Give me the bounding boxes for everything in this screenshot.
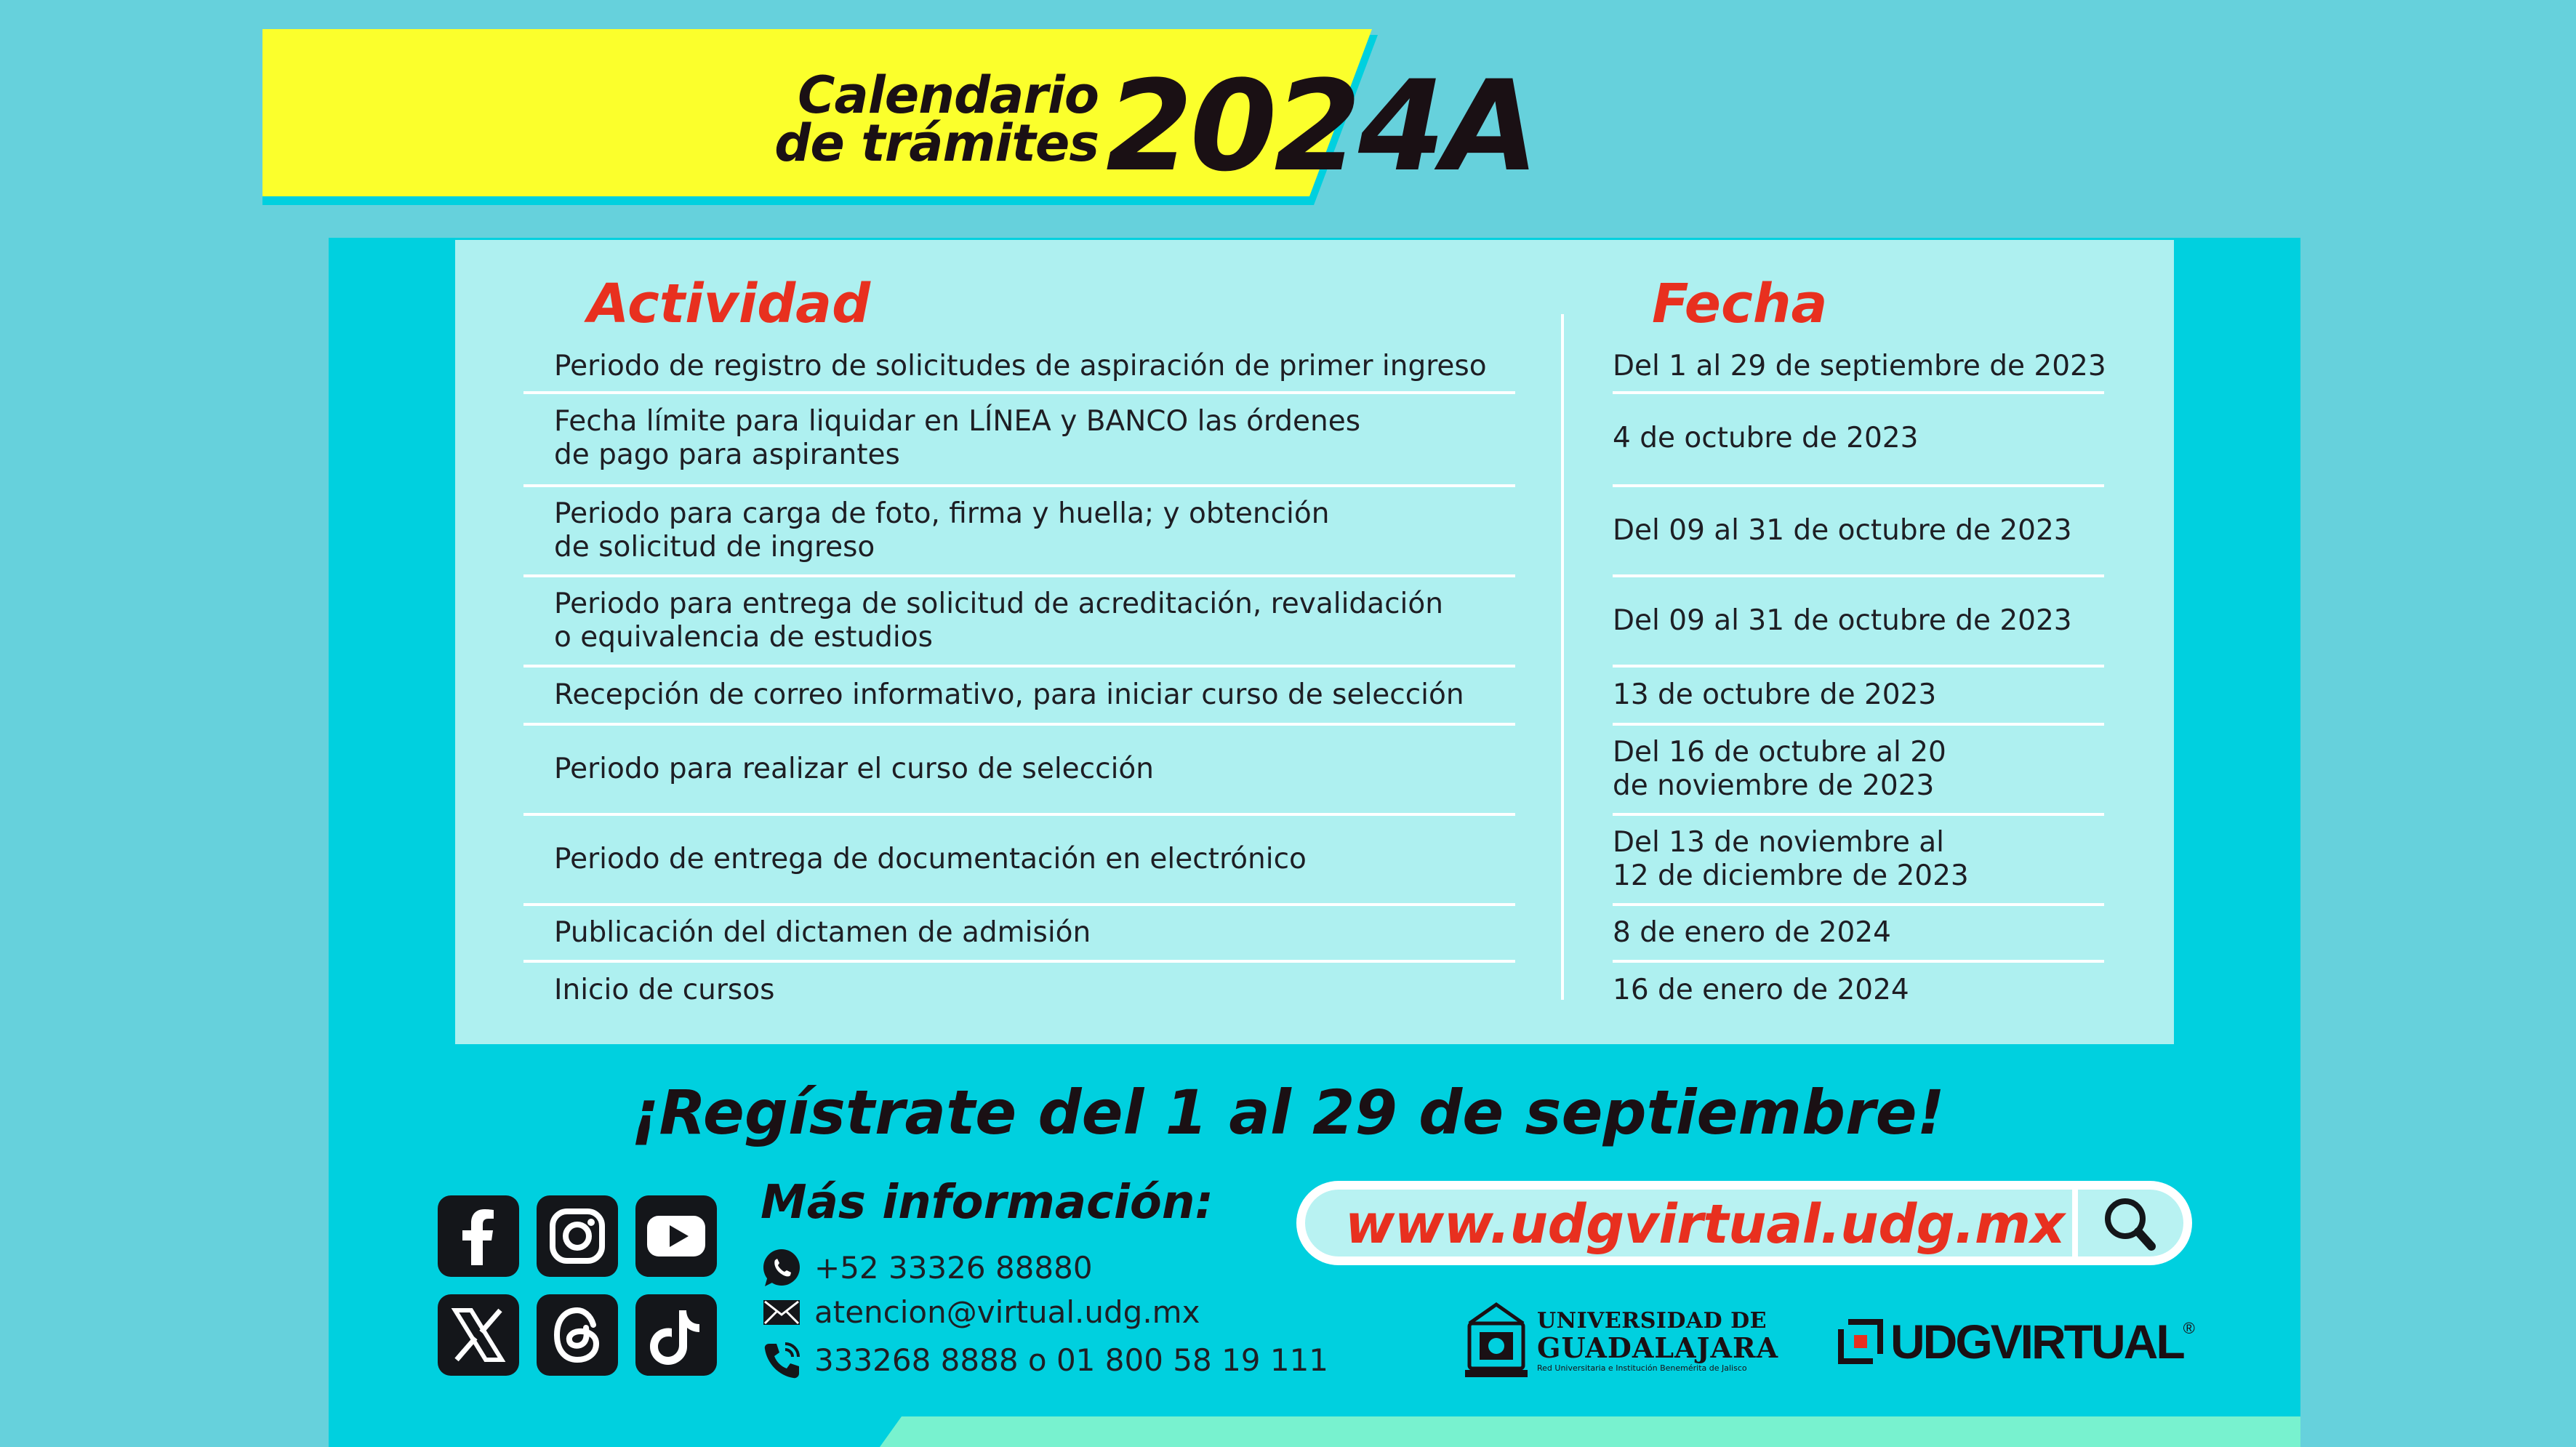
date-text-line2: de noviembre de 2023 bbox=[1613, 769, 1935, 802]
threads-icon[interactable] bbox=[537, 1294, 618, 1376]
activity-text: Inicio de cursos bbox=[554, 974, 775, 1006]
date-text: 4 de octubre de 2023 bbox=[1613, 422, 1919, 454]
date-cell bbox=[1613, 577, 2122, 665]
mail-icon bbox=[761, 1291, 803, 1334]
activity-cell bbox=[554, 393, 1514, 484]
banner-title-line2: de trámites bbox=[774, 113, 1099, 173]
activity-cell bbox=[554, 342, 1514, 391]
activity-text-line2: o equivalencia de estudios bbox=[554, 621, 933, 654]
activity-text: Periodo para realizar el curso de selección bbox=[554, 753, 1154, 785]
date-cell bbox=[1613, 963, 2122, 1018]
date-text: Del 13 de noviembre al bbox=[1613, 826, 1944, 859]
search-icon bbox=[2079, 1190, 2183, 1256]
youtube-icon[interactable] bbox=[635, 1195, 717, 1277]
column-header-activity: Actividad bbox=[587, 273, 871, 335]
activity-text: Recepción de correo informativo, para iniciar curso de selección bbox=[554, 678, 1464, 711]
panel-bottom-strip bbox=[880, 1416, 2300, 1447]
facebook-icon[interactable] bbox=[438, 1195, 519, 1277]
instagram-icon[interactable] bbox=[537, 1195, 618, 1277]
date-cell bbox=[1613, 393, 2122, 484]
email-address: atencion@virtual.udg.mx bbox=[814, 1294, 1200, 1330]
website-url[interactable]: www.udgvirtual.udg.mx bbox=[1345, 1193, 2065, 1256]
activity-cell bbox=[554, 906, 1514, 960]
date-text: Del 16 de octubre al 20 bbox=[1613, 736, 1946, 769]
search-separator bbox=[2072, 1190, 2078, 1256]
header-banner bbox=[262, 29, 1536, 205]
date-text: Del 09 al 31 de octubre de 2023 bbox=[1613, 604, 2072, 637]
phone-icon bbox=[761, 1339, 803, 1382]
activity-text: Periodo para carga de foto, firma y huella; y obtención bbox=[554, 497, 1330, 530]
banner-year: 2024A bbox=[1106, 53, 1536, 199]
activity-cell bbox=[554, 963, 1514, 1018]
date-text: 13 de octubre de 2023 bbox=[1613, 678, 1937, 711]
activity-text: Periodo de entrega de documentación en electrónico bbox=[554, 843, 1307, 875]
column-divider bbox=[1561, 314, 1564, 1000]
date-text-line2: 12 de diciembre de 2023 bbox=[1613, 859, 1969, 892]
activity-text: Periodo para entrega de solicitud de acreditación, revalidación bbox=[554, 588, 1443, 620]
banner-title-line1: Calendario bbox=[798, 65, 1099, 125]
udg-logo-line2: GUADALAJARA bbox=[1537, 1331, 1779, 1364]
activity-cell bbox=[554, 816, 1514, 903]
date-text: Del 1 al 29 de septiembre de 2023 bbox=[1613, 350, 2106, 382]
activity-text: Fecha límite para liquidar en LÍNEA y BANCO las órdenes bbox=[554, 405, 1361, 438]
x-icon[interactable] bbox=[438, 1294, 519, 1376]
whatsapp-contact[interactable] bbox=[761, 1247, 1093, 1289]
udgvirtual-logo bbox=[1838, 1316, 2195, 1367]
search-bar-inner bbox=[1305, 1190, 2183, 1256]
activity-cell bbox=[554, 577, 1514, 665]
registered-mark: ® bbox=[2183, 1319, 2195, 1337]
search-button[interactable] bbox=[2079, 1190, 2183, 1256]
more-info-title: Más información: bbox=[761, 1176, 1213, 1230]
date-cell bbox=[1613, 487, 2122, 574]
udg-logo-line3: Red Universitaria e Institución Benemérita de Jalisco bbox=[1537, 1363, 1747, 1373]
activity-cell bbox=[554, 726, 1514, 813]
udgvirtual-logo-text: UDGVIRTUAL bbox=[1890, 1315, 2183, 1368]
whatsapp-number: +52 33326 88880 bbox=[814, 1250, 1093, 1286]
udg-logo-line1: UNIVERSIDAD DE bbox=[1537, 1308, 1768, 1334]
activity-text-line2: de pago para aspirantes bbox=[554, 438, 900, 471]
udg-logo-text bbox=[1537, 1309, 1778, 1374]
date-cell bbox=[1613, 342, 2122, 391]
activity-text-line2: de solicitud de ingreso bbox=[554, 531, 875, 564]
date-text: Del 09 al 31 de octubre de 2023 bbox=[1613, 514, 2072, 547]
date-cell bbox=[1613, 816, 2122, 903]
udgvirtual-logo-icon bbox=[1838, 1319, 1883, 1364]
email-contact[interactable] bbox=[761, 1291, 1200, 1334]
date-cell bbox=[1613, 668, 2122, 723]
udg-crest-icon bbox=[1465, 1302, 1528, 1382]
phone-contact[interactable] bbox=[761, 1339, 1328, 1382]
website-search-bar[interactable] bbox=[1296, 1181, 2192, 1265]
register-cta: ¡Regístrate del 1 al 29 de septiembre! bbox=[631, 1077, 1945, 1148]
activity-text: Publicación del dictamen de admisión bbox=[554, 916, 1091, 949]
date-text: 16 de enero de 2024 bbox=[1613, 974, 1909, 1006]
date-cell bbox=[1613, 726, 2122, 813]
activity-cell bbox=[554, 668, 1514, 723]
activity-text: Periodo de registro de solicitudes de aspiración de primer ingreso bbox=[554, 350, 1487, 382]
activity-cell bbox=[554, 487, 1514, 574]
column-header-date: Fecha bbox=[1652, 273, 1828, 335]
phone-number: 333268 8888 o 01 800 58 19 111 bbox=[814, 1342, 1329, 1378]
date-cell bbox=[1613, 906, 2122, 960]
tiktok-icon[interactable] bbox=[635, 1294, 717, 1376]
whatsapp-icon bbox=[761, 1247, 803, 1289]
date-text: 8 de enero de 2024 bbox=[1613, 916, 1891, 949]
banner-title bbox=[502, 65, 1099, 173]
